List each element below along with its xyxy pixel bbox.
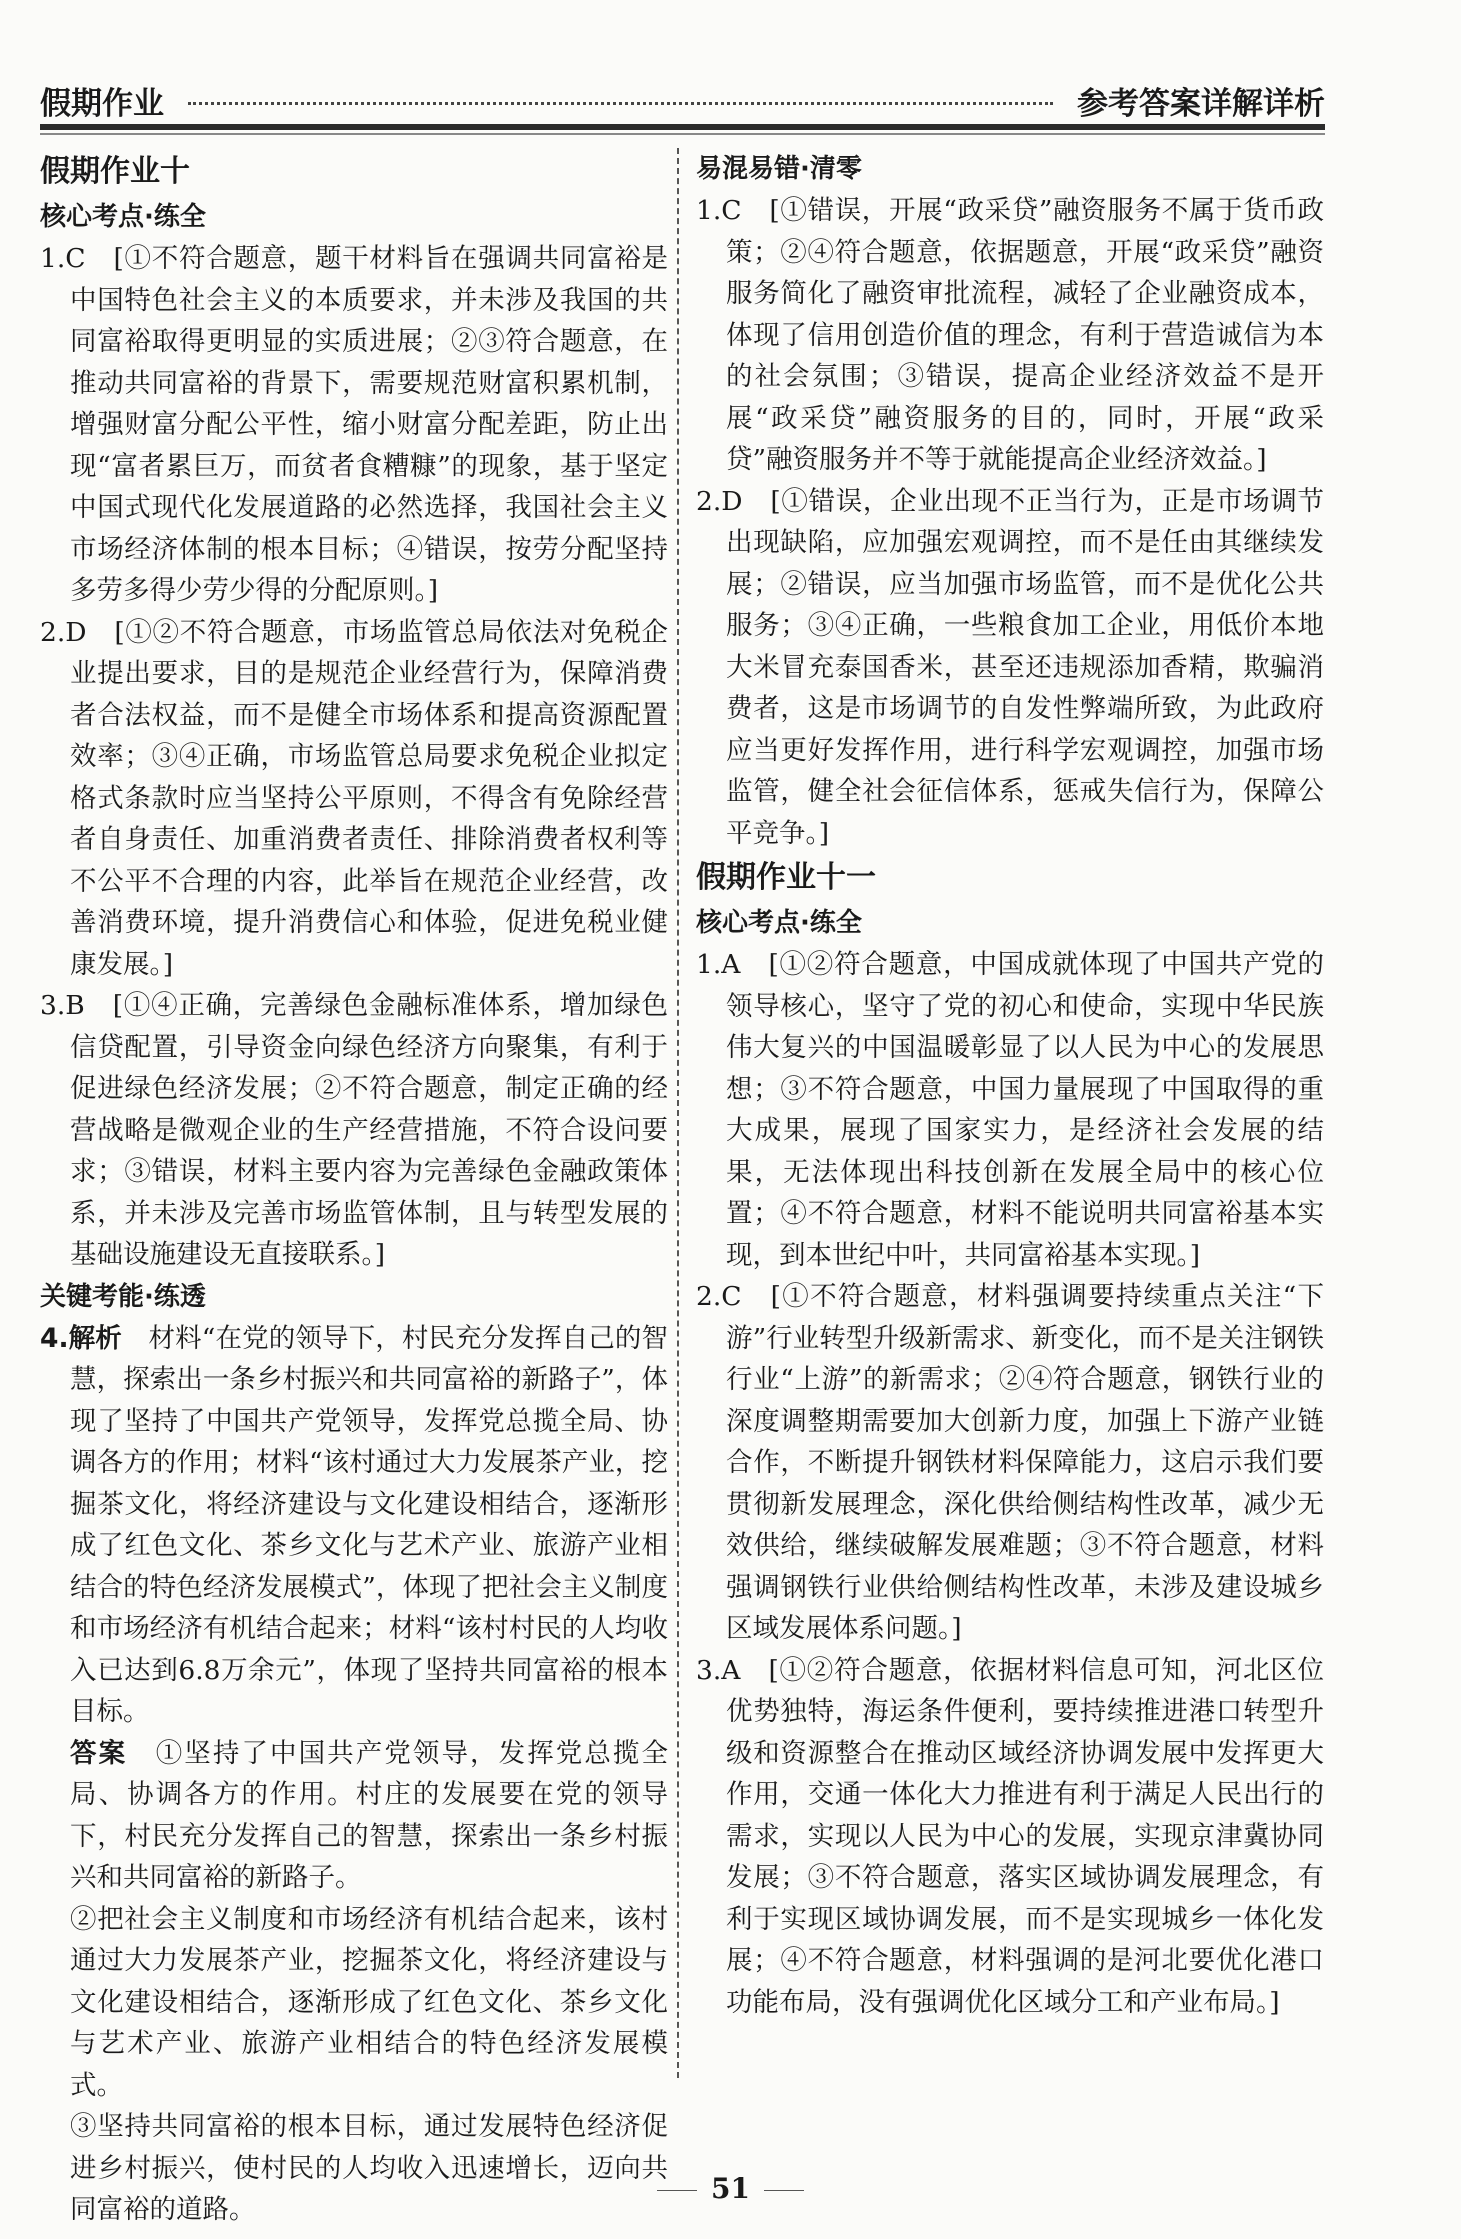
page-number-text: 51: [711, 2172, 750, 2205]
column-divider: [677, 148, 679, 2078]
answer-text-1: ①坚持了中国共产党领导，发挥党总揽全局、协调各方的作用。村庄的发展要在党的领导下，村民充分发挥自己的智慧，探索出一条乡村振兴和共同富裕的新路子。: [70, 1737, 669, 1893]
header-right-title: 参考答案详解详析: [1077, 86, 1325, 122]
question-4-analysis: [40, 1318, 668, 1733]
subsection-core-11: 核心考点·练全: [696, 908, 862, 938]
section-title-10: 假期作业十: [40, 154, 190, 189]
question-2: 2.D [①②不符合题意，市场监管总局依法对免税企业提出要求，目的是规范企业经营行为，保障消费者合法权益，而不是健全市场体系和提高资源配置效率；③④正确，市场监管总局要求免税企业拟定格式条款时应当坚持公平原则，不得含有免除经营者自身责任、加重消费者责任、排除消费者权利等不公平不合理的内容，此举旨在规范企业经营，改善消费环境，提升消费信心和体验，促进免税业健康发展。]: [40, 616, 668, 980]
page-number-dash-right: [764, 2190, 804, 2191]
question-3: 3.B [①④正确，完善绿色金融标准体系，增加绿色信贷配置，引导资金向绿色经济方向聚集，有利于促进绿色经济发展；②不符合题意，制定正确的经营战略是微观企业的生产经营措施，不符合设问要求；③错误，材料主要内容为完善绿色金融政策体系，并未涉及完善市场监管体制，且与转型发展的基础设施建设无直接联系。]: [40, 990, 668, 1270]
s11-question-1: 1.A [①②符合题意，中国成就体现了中国共产党的领导核心，坚守了党的初心和使命，实现中华民族伟大复兴的中国温暖彰显了以人民为中心的发展思想；③不符合题意，中国力量展现了中国取得的重大成果，展现了国家实力，是经济社会发展的结果，无法体现出科技创新在发展全局中的核心位置；④不符合题意，材料不能说明共同富裕基本实现，到本世纪中叶，共同富裕基本实现。]: [696, 949, 1324, 1271]
page-header: [40, 78, 1325, 126]
question-1: 1.C [①不符合题意，题干材料旨在强调共同富裕是中国特色社会主义的本质要求，并未涉及我国的共同富裕取得更明显的实质进展；②③符合题意，在推动共同富裕的背景下，需要规范财富积累机制，增强财富分配公平性，缩小财富分配差距，防止出现“富者累巨万，而贫者食糟糠”的现象，基于坚定中国式现代化发展道路的必然选择，我国社会主义市场经济体制的根本目标；④错误，按劳分配坚持多劳多得少劳少得的分配原则。]: [40, 243, 668, 606]
header-rule-thin: [40, 133, 1325, 135]
answer-2: ②把社会主义制度和市场经济有机结合起来，该村通过大力发展茶产业，挖掘茶文化，将经济建设与文化建设相结合，逐渐形成了红色文化、茶乡文化与艺术产业、旅游产业相结合的特色经济发展模式。: [70, 1903, 668, 2101]
subsection-key: 关键考能·练透: [40, 1281, 206, 1312]
header-dots: [188, 102, 1053, 105]
answer-3: ③坚持共同富裕的根本目标，通过发展特色经济促进乡村振兴，使村民的人均收入迅速增长，迈向共同富裕的道路。: [70, 2111, 668, 2225]
right-column: [696, 148, 1324, 2023]
error-question-2: 2.D [①错误，企业出现不正当行为，正是市场调节出现缺陷，应加强宏观调控，而不是任由其继续发展；②错误，应当加强市场监管，而不是优化公共服务；③④正确，一些粮食加工企业，用低价本地大米冒充泰国香米，甚至还违规添加香精，欺骗消费者，这是市场调节的自发性弊端所致，为此政府应当更好发挥作用，进行科学宏观调控，加强市场监管，健全社会征信体系，惩戒失信行为，保障公平竞争。]: [696, 485, 1324, 849]
header-rule: [40, 124, 1325, 130]
subsection-core: 核心考点·练全: [40, 202, 206, 232]
analysis-label: 4.解析: [40, 1322, 122, 1354]
header-left-title: 假期作业: [40, 86, 164, 122]
left-column: [40, 148, 668, 2231]
section-title-11: 假期作业十一: [696, 860, 876, 895]
s11-question-2: 2.C [①不符合题意，材料强调要持续重点关注“下游”行业转型升级新需求、新变化，而不是关注钢铁行业“上游”的新需求；②④符合题意，钢铁行业的深度调整期需要加大创新力度，加强上下游产业链合作，不断提升钢铁材料保障能力，这启示我们要贯彻新发展理念，深化供给侧结构性改革，减少无效供给，继续破解发展难题；③不符合题意，材料强调钢铁行业供给侧结构性改革，未涉及建设城乡区域发展体系问题。]: [696, 1281, 1324, 1644]
subsection-errors: 易混易错·清零: [696, 154, 862, 184]
s11-question-3: 3.A [①②符合题意，依据材料信息可知，河北区位优势独特，海运条件便利，要持续推进港口转型升级和资源整合在推动区域经济协调发展中发挥更大作用，交通一体化大力推进有利于满足人民出行的需求，实现以人民为中心的发展，实现京津冀协同发展；③不符合题意，落实区域协调发展理念，有利于实现区域协调发展，而不是实现城乡一体化发展；④不符合题意，材料强调的是河北要优化港口功能布局，没有强调优化区域分工和产业布局。]: [696, 1654, 1324, 2018]
analysis-text: 材料“在党的领导下，村民充分发挥自己的智慧，探索出一条乡村振兴和共同富裕的新路子”，体现了坚持了中国共产党领导，发挥党总揽全局、协调各方的作用；材料“该村通过大力发展茶产业，挖掘茶文化，将经济建设与文化建设相结合，逐渐形成了红色文化、茶乡文化与艺术产业、旅游产业相结合的特色经济发展模式”，体现了把社会主义制度和市场经济有机结合起来；材料“该村村民的人均收入已达到6.8万余元”，体现了坚持共同富裕的根本目标。: [70, 1322, 668, 1727]
page-number: [0, 2172, 1461, 2205]
error-question-1: 1.C [①错误，开展“政采贷”融资服务不属于货币政策；②④符合题意，依据题意，开展“政采贷”融资服务简化了融资审批流程，减轻了企业融资成本，体现了信用创造价值的理念，有利于营造诚信为本的社会氛围；③错误，提高企业经济效益不是开展“政采贷”融资服务的目的，同时，开展“政采贷”融资服务并不等于就能提高企业经济效益。]: [696, 195, 1324, 475]
answer-label: 答案: [70, 1737, 128, 1769]
page-number-dash-left: [657, 2190, 697, 2191]
answer-1: [40, 1733, 668, 1899]
